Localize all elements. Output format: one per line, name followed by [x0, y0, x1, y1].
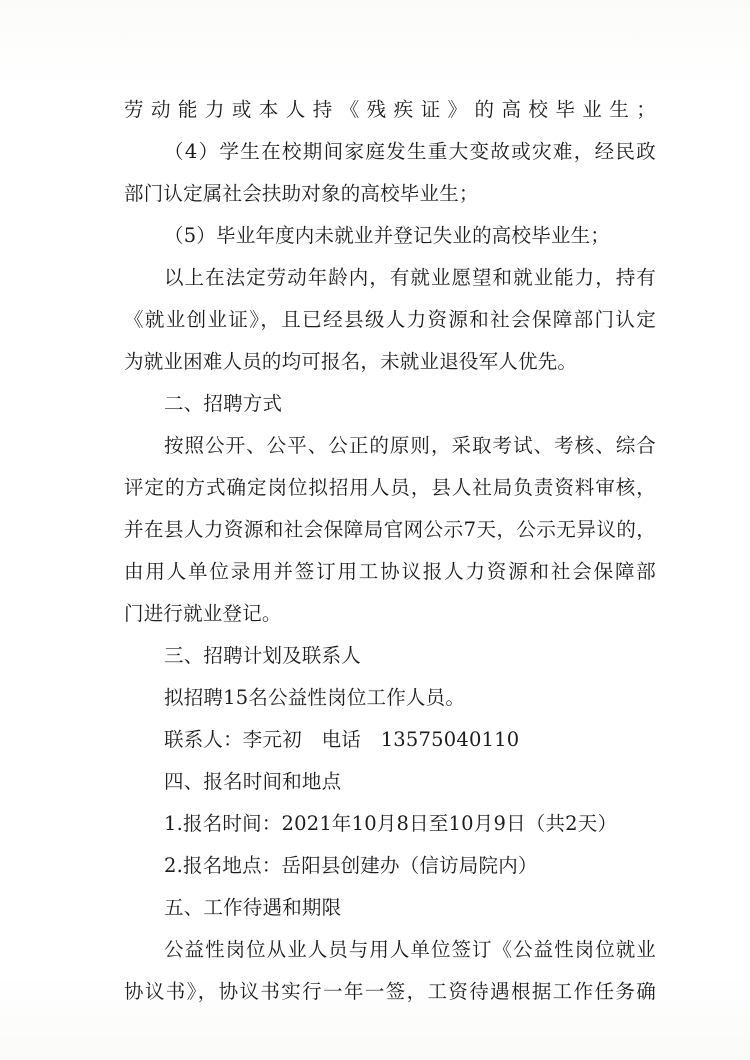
contact-line: 联系人：李元初 电话 13575040110: [164, 728, 520, 751]
paragraph-line: 公益性岗位从业人员与用人单位签订《公益性岗位就业: [164, 938, 656, 961]
list-item-5: （5）毕业年度内未就业并登记失业的高校毕业生；: [164, 224, 611, 247]
paragraph-line: 门进行就业登记。: [124, 602, 282, 625]
paragraph-line: 劳动能力或本人持《残疾证》的高校毕业生；: [124, 98, 656, 121]
paragraph-line: 部门认定属社会扶助对象的高校毕业生；: [124, 182, 479, 205]
paragraph-line: 以上在法定劳动年龄内，有就业愿望和就业能力，持有: [164, 266, 656, 289]
paragraph-line: 为就业困难人员的均可报名，未就业退役军人优先。: [124, 350, 578, 373]
paragraph-line: 由用人单位录用并签订用工协议报人力资源和社会保障部: [124, 560, 656, 583]
section-heading-recruitment-method: 二、招聘方式: [164, 392, 283, 415]
paragraph-line: 评定的方式确定岗位拟招用人员，县人社局负责资料审核，: [124, 476, 656, 499]
paragraph-line: 《就业创业证》，且已经县级人力资源和社会保障部门认定: [124, 308, 656, 331]
section-heading-compensation: 五、工作待遇和期限: [164, 896, 342, 919]
registration-time: 1.报名时间：2021年10月8日至10月9日（共2天）: [164, 812, 618, 835]
paragraph-line: 拟招聘15名公益性岗位工作人员。: [164, 686, 466, 709]
paragraph-line: 并在县人力资源和社会保障局官网公示7天，公示无异议的，: [124, 518, 656, 541]
list-item-4: （4）学生在校期间家庭发生重大变故或灾难，经民政: [164, 140, 656, 163]
paragraph-line: 协议书》，协议书实行一年一签，工资待遇根据工作任务确: [124, 980, 656, 1003]
section-heading-recruitment-plan: 三、招聘计划及联系人: [164, 644, 362, 667]
paragraph-line: 按照公开、公平、公正的原则，采取考试、考核、综合: [164, 434, 656, 457]
registration-location: 2.报名地点：岳阳县创建办（信访局院内）: [164, 854, 538, 877]
section-heading-registration: 四、报名时间和地点: [164, 770, 342, 793]
